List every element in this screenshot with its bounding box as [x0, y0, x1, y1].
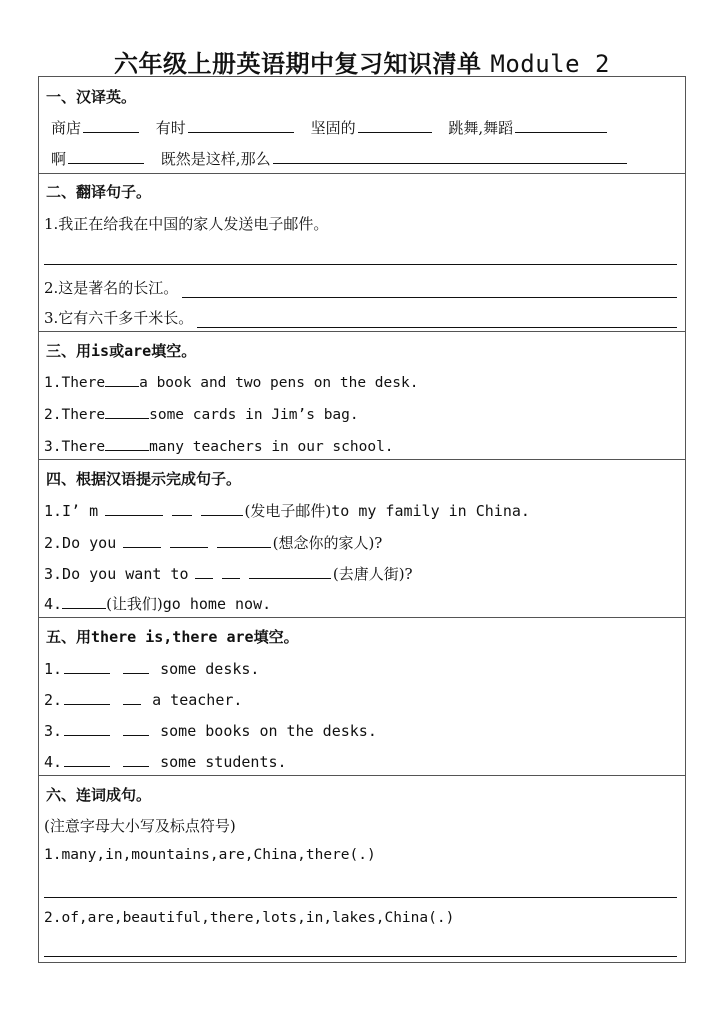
section-4: [39, 459, 685, 618]
s3-question-3: [44, 436, 394, 455]
answer-blank[interactable]: [188, 118, 294, 133]
s1-item-4: 跳舞,舞蹈: [448, 119, 514, 137]
answer-blank[interactable]: [105, 372, 139, 387]
s4-question-4: [44, 593, 271, 614]
page-title-zh: 六年级上册英语期中复习知识清单: [114, 50, 482, 78]
section-5-heading: [46, 626, 299, 647]
s1-item-5: 啊: [51, 150, 67, 168]
section-1-heading: 一、汉译英。: [46, 88, 137, 106]
answer-blank[interactable]: [123, 752, 149, 767]
s6-question-2: 2.of,are,beautiful,there,lots,in,lakes,China(.): [44, 910, 455, 926]
s4-question-1: [44, 500, 530, 521]
section-2-heading: 二、翻译句子。: [46, 183, 152, 201]
answer-blank[interactable]: [83, 118, 139, 133]
page-title-module: Module 2: [490, 50, 610, 78]
question-hint: (发电子邮件): [244, 502, 332, 520]
answer-blank[interactable]: [105, 501, 163, 516]
s2-question-2: 2.这是著名的长江。: [44, 279, 179, 297]
question-text: 3.There: [44, 439, 106, 455]
s1-item-6: 既然是这样,那么: [160, 150, 271, 168]
s1-row-2: [51, 148, 629, 169]
s1-row-1: [51, 117, 609, 138]
s1-item-3: 坚固的: [310, 119, 356, 137]
s5-question-2: [44, 690, 242, 709]
answer-blank[interactable]: [249, 564, 331, 579]
s4-question-2: [44, 532, 382, 553]
heading-part: there is,there are: [91, 628, 254, 646]
question-text: 3.Do you want to: [44, 565, 189, 583]
s6-note: (注意字母大小写及标点符号): [44, 817, 236, 835]
answer-blank[interactable]: [123, 659, 149, 674]
answer-blank[interactable]: [123, 533, 161, 548]
heading-part: 填空。: [151, 342, 197, 360]
answer-blank[interactable]: [64, 659, 110, 674]
answer-blank[interactable]: [62, 594, 106, 609]
section-4-heading: 四、根据汉语提示完成句子。: [46, 470, 242, 488]
s5-question-4: [44, 752, 287, 771]
s5-question-1: [44, 659, 259, 678]
question-hint: (去唐人街)?: [332, 565, 413, 583]
s2-question-3-row: [44, 307, 677, 328]
s5-question-3: [44, 721, 377, 740]
s1-item-2: 有时: [155, 119, 186, 137]
s3-question-2: [44, 404, 359, 423]
question-hint: (让我们): [106, 595, 163, 613]
question-hint: (想念你的家人)?: [272, 534, 383, 552]
answer-line[interactable]: [44, 264, 677, 265]
heading-part: 或: [109, 342, 125, 360]
question-text: 2.: [44, 691, 63, 709]
answer-blank[interactable]: [123, 690, 141, 705]
section-1: [39, 77, 685, 174]
s2-question-3: 3.它有六千多千米长。: [44, 309, 194, 327]
question-text: 1.There: [44, 375, 106, 391]
answer-blank[interactable]: [358, 118, 432, 133]
question-text: 1.: [44, 660, 63, 678]
s2-question-2-row: [44, 277, 677, 298]
worksheet-table: [38, 76, 686, 963]
answer-blank[interactable]: [105, 436, 149, 451]
answer-blank[interactable]: [222, 564, 240, 579]
s6-question-1: 1.many,in,mountains,are,China,there(.): [44, 847, 376, 863]
section-6: [39, 775, 685, 962]
answer-blank[interactable]: [172, 501, 192, 516]
answer-line[interactable]: [44, 897, 677, 898]
answer-blank[interactable]: [68, 149, 144, 164]
s4-question-3: [44, 563, 413, 584]
answer-blank[interactable]: [64, 721, 110, 736]
answer-blank[interactable]: [64, 752, 110, 767]
answer-blank[interactable]: [217, 533, 271, 548]
heading-part: are: [124, 342, 152, 360]
answer-blank[interactable]: [201, 501, 243, 516]
question-text: 2.There: [44, 407, 106, 423]
heading-part: 填空。: [253, 628, 299, 646]
question-text: 2.Do you: [44, 534, 117, 552]
question-text: go home now.: [162, 595, 272, 613]
section-3-heading: [46, 340, 196, 361]
heading-part: is: [91, 342, 110, 360]
section-6-heading: 六、连词成句。: [46, 786, 152, 804]
answer-blank[interactable]: [515, 118, 607, 133]
answer-blank[interactable]: [64, 690, 110, 705]
section-3: [39, 331, 685, 460]
answer-blank[interactable]: [123, 721, 149, 736]
question-text: 4.: [44, 595, 63, 613]
question-text: some desks.: [160, 660, 260, 678]
answer-blank[interactable]: [195, 564, 213, 579]
section-5: [39, 617, 685, 776]
question-text: to my family in China.: [331, 502, 530, 520]
question-text: 3.: [44, 722, 63, 740]
answer-line[interactable]: [44, 956, 677, 957]
answer-line[interactable]: [197, 313, 677, 328]
page-title: [0, 44, 724, 79]
question-text: some cards in Jim’s bag.: [149, 407, 359, 423]
answer-line[interactable]: [182, 283, 677, 298]
s1-item-1: 商店: [51, 119, 82, 137]
answer-blank[interactable]: [105, 404, 149, 419]
question-text: many teachers in our school.: [149, 439, 394, 455]
question-text: some books on the desks.: [160, 722, 377, 740]
heading-part: 五、用: [46, 628, 92, 646]
question-text: a book and two pens on the desk.: [139, 375, 419, 391]
answer-blank[interactable]: [170, 533, 208, 548]
heading-part: 三、用: [46, 342, 92, 360]
section-2: [39, 173, 685, 332]
question-text: 4.: [44, 753, 63, 771]
s2-question-1: 1.我正在给我在中国的家人发送电子邮件。: [44, 215, 329, 233]
s3-question-1: [44, 372, 418, 391]
question-text: a teacher.: [152, 691, 243, 709]
question-text: 1.I’ m: [44, 502, 99, 520]
question-text: some students.: [160, 753, 287, 771]
answer-blank[interactable]: [273, 149, 627, 164]
